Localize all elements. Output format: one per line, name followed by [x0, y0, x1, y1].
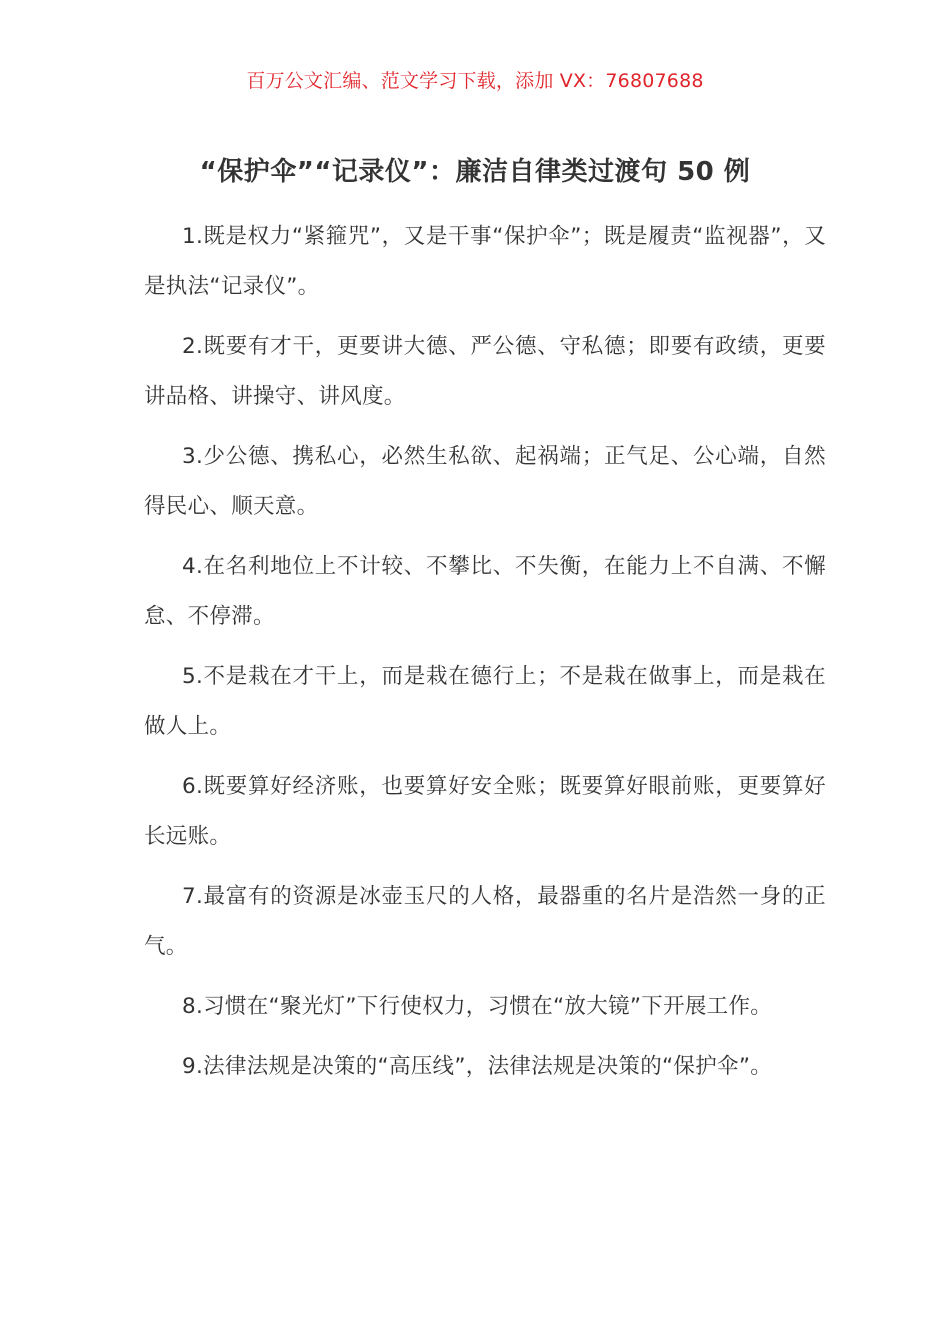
- paragraph-1: 1.既是权力“紧箍咒”，又是干事“保护伞”；既是履责“监视器”，又是执法“记录仪”。: [144, 224, 826, 299]
- paragraph-3: 3.少公德、携私心，必然生私欲、起祸端；正气足、公心端，自然得民心、顺天意。: [144, 444, 826, 519]
- paragraph-9: 9.法律法规是决策的“高压线”，法律法规是决策的“保护伞”。: [182, 1054, 773, 1079]
- document-title: “保护伞”“记录仪”：廉洁自律类过渡句 50 例: [199, 157, 751, 187]
- paragraph-6: 6.既要算好经济账，也要算好安全账；既要算好眼前账，更要算好长远账。: [144, 774, 826, 849]
- paragraph-5: 5.不是栽在才干上，而是栽在德行上；不是栽在做事上，而是栽在做人上。: [144, 664, 826, 739]
- paragraph-2: 2.既要有才干，更要讲大德、严公德、守私德；即要有政绩，更要讲品格、讲操守、讲风度。: [144, 334, 826, 409]
- paragraph-8: 8.习惯在“聚光灯”下行使权力，习惯在“放大镜”下开展工作。: [182, 994, 773, 1019]
- paragraph-4: 4.在名利地位上不计较、不攀比、不失衡，在能力上不自满、不懈怠、不停滞。: [144, 554, 826, 629]
- document-body: [144, 212, 826, 1102]
- header-banner: 百万公文汇编、范文学习下载，添加 VX：76807688: [246, 70, 704, 92]
- paragraph-7: 7.最富有的资源是冰壶玉尺的人格，最器重的名片是浩然一身的正气。: [144, 884, 826, 959]
